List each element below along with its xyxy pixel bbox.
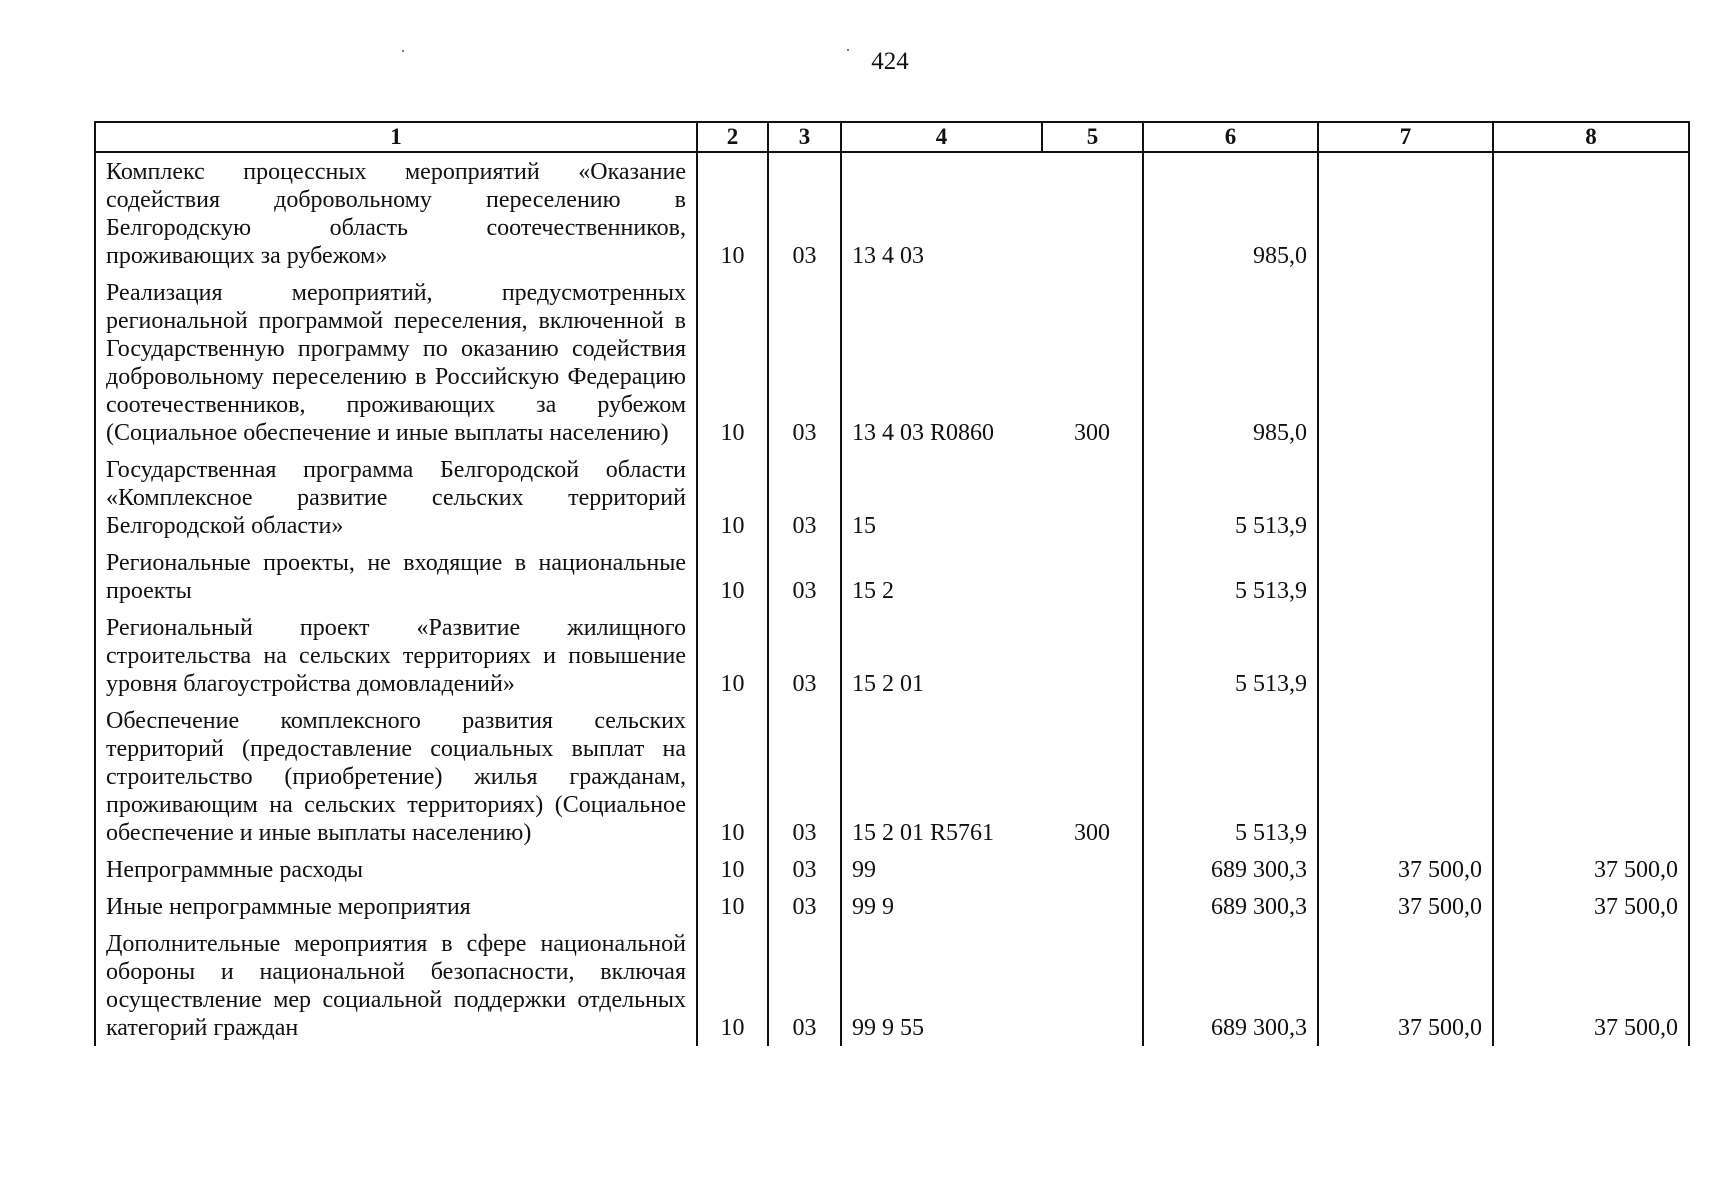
row-section: 10 [697, 544, 768, 609]
row-amount-year2: 37 500,0 [1318, 851, 1493, 888]
row-expense-type [1042, 609, 1143, 702]
row-expense-type [1042, 152, 1143, 274]
row-section: 10 [697, 702, 768, 851]
table-row [95, 925, 1689, 1046]
row-section: 10 [697, 925, 768, 1046]
row-amount-year1: 5 513,9 [1143, 702, 1318, 851]
row-target-code: 13 4 03 R0860 [841, 274, 1042, 451]
header-col-3: 3 [768, 122, 841, 152]
row-expense-type [1042, 925, 1143, 1046]
row-subsection: 03 [768, 152, 841, 274]
row-target-code: 13 4 03 [841, 152, 1042, 274]
row-subsection: 03 [768, 925, 841, 1046]
header-row [95, 122, 1689, 152]
table-row [95, 451, 1689, 544]
budget-table [94, 121, 1690, 1046]
row-expense-type: 300 [1042, 702, 1143, 851]
row-name: Региональный проект «Развитие жилищного строительства на сельских территориях и повышение уровня благоустройства домовладений» [95, 609, 697, 702]
row-subsection: 03 [768, 274, 841, 451]
row-target-code: 15 2 01 R5761 [841, 702, 1042, 851]
row-amount-year1: 689 300,3 [1143, 925, 1318, 1046]
row-subsection: 03 [768, 702, 841, 851]
row-amount-year2 [1318, 152, 1493, 274]
table-row [95, 544, 1689, 609]
row-amount-year2 [1318, 609, 1493, 702]
row-subsection: 03 [768, 544, 841, 609]
row-amount-year3 [1493, 702, 1689, 851]
row-target-code: 15 [841, 451, 1042, 544]
row-section: 10 [697, 274, 768, 451]
row-amount-year1: 985,0 [1143, 274, 1318, 451]
row-name: Комплекс процессных мероприятий «Оказание содействия добровольному переселению в Белгородскую область соотечественников, проживающих за рубежом» [95, 152, 697, 274]
header-col-4: 4 [841, 122, 1042, 152]
row-expense-type [1042, 451, 1143, 544]
table-row [95, 851, 1689, 888]
row-section: 10 [697, 888, 768, 925]
row-name: Реализация мероприятий, предусмотренных региональной программой переселения, включенной в Государственную программу по оказанию содействия добровольному переселению в Российскую Федерацию соотечественников, проживающих за рубежом (Социальное обеспечение и иные выплаты населению) [95, 274, 697, 451]
row-amount-year3 [1493, 274, 1689, 451]
header-col-7: 7 [1318, 122, 1493, 152]
row-subsection: 03 [768, 609, 841, 702]
table-row [95, 609, 1689, 702]
row-amount-year1: 5 513,9 [1143, 544, 1318, 609]
row-expense-type [1042, 851, 1143, 888]
row-name: Непрограммные расходы [95, 851, 697, 888]
row-amount-year1: 5 513,9 [1143, 609, 1318, 702]
row-amount-year2: 37 500,0 [1318, 925, 1493, 1046]
row-target-code: 99 9 55 [841, 925, 1042, 1046]
budget-table-container [94, 121, 1688, 1046]
row-amount-year2 [1318, 274, 1493, 451]
page-number: 424 [871, 48, 909, 75]
table-row [95, 152, 1689, 274]
row-target-code: 99 9 [841, 888, 1042, 925]
row-subsection: 03 [768, 851, 841, 888]
table-row [95, 888, 1689, 925]
row-amount-year3: 37 500,0 [1493, 851, 1689, 888]
row-expense-type: 300 [1042, 274, 1143, 451]
row-subsection: 03 [768, 888, 841, 925]
row-amount-year1: 985,0 [1143, 152, 1318, 274]
row-name: Региональные проекты, не входящие в национальные проекты [95, 544, 697, 609]
row-target-code: 15 2 01 [841, 609, 1042, 702]
row-section: 10 [697, 451, 768, 544]
row-amount-year2: 37 500,0 [1318, 888, 1493, 925]
row-amount-year3 [1493, 152, 1689, 274]
row-section: 10 [697, 851, 768, 888]
row-target-code: 99 [841, 851, 1042, 888]
header-col-1: 1 [95, 122, 697, 152]
row-amount-year3 [1493, 451, 1689, 544]
header-col-5: 5 [1042, 122, 1143, 152]
row-expense-type [1042, 888, 1143, 925]
row-name: Государственная программа Белгородской области «Комплексное развитие сельских территорий Белгородской области» [95, 451, 697, 544]
row-amount-year2 [1318, 451, 1493, 544]
row-amount-year3: 37 500,0 [1493, 925, 1689, 1046]
row-expense-type [1042, 544, 1143, 609]
header-col-6: 6 [1143, 122, 1318, 152]
table-row [95, 274, 1689, 451]
row-amount-year2 [1318, 544, 1493, 609]
row-amount-year1: 5 513,9 [1143, 451, 1318, 544]
header-col-8: 8 [1493, 122, 1689, 152]
row-section: 10 [697, 609, 768, 702]
row-subsection: 03 [768, 451, 841, 544]
scan-speck [847, 49, 849, 51]
row-name: Иные непрограммные мероприятия [95, 888, 697, 925]
row-amount-year3 [1493, 609, 1689, 702]
row-amount-year3 [1493, 544, 1689, 609]
row-amount-year1: 689 300,3 [1143, 851, 1318, 888]
row-section: 10 [697, 152, 768, 274]
row-name: Обеспечение комплексного развития сельских территорий (предоставление социальных выплат на строительство (приобретение) жилья гражданам, проживающим на сельских территориях) (Социальное обеспечение и иные выплаты населению) [95, 702, 697, 851]
row-amount-year1: 689 300,3 [1143, 888, 1318, 925]
row-amount-year2 [1318, 702, 1493, 851]
row-name: Дополнительные мероприятия в сфере национальной обороны и национальной безопасности, включая осуществление мер социальной поддержки отдельных категорий граждан [95, 925, 697, 1046]
header-col-2: 2 [697, 122, 768, 152]
table-row [95, 702, 1689, 851]
row-amount-year3: 37 500,0 [1493, 888, 1689, 925]
row-target-code: 15 2 [841, 544, 1042, 609]
scan-speck [402, 50, 404, 52]
